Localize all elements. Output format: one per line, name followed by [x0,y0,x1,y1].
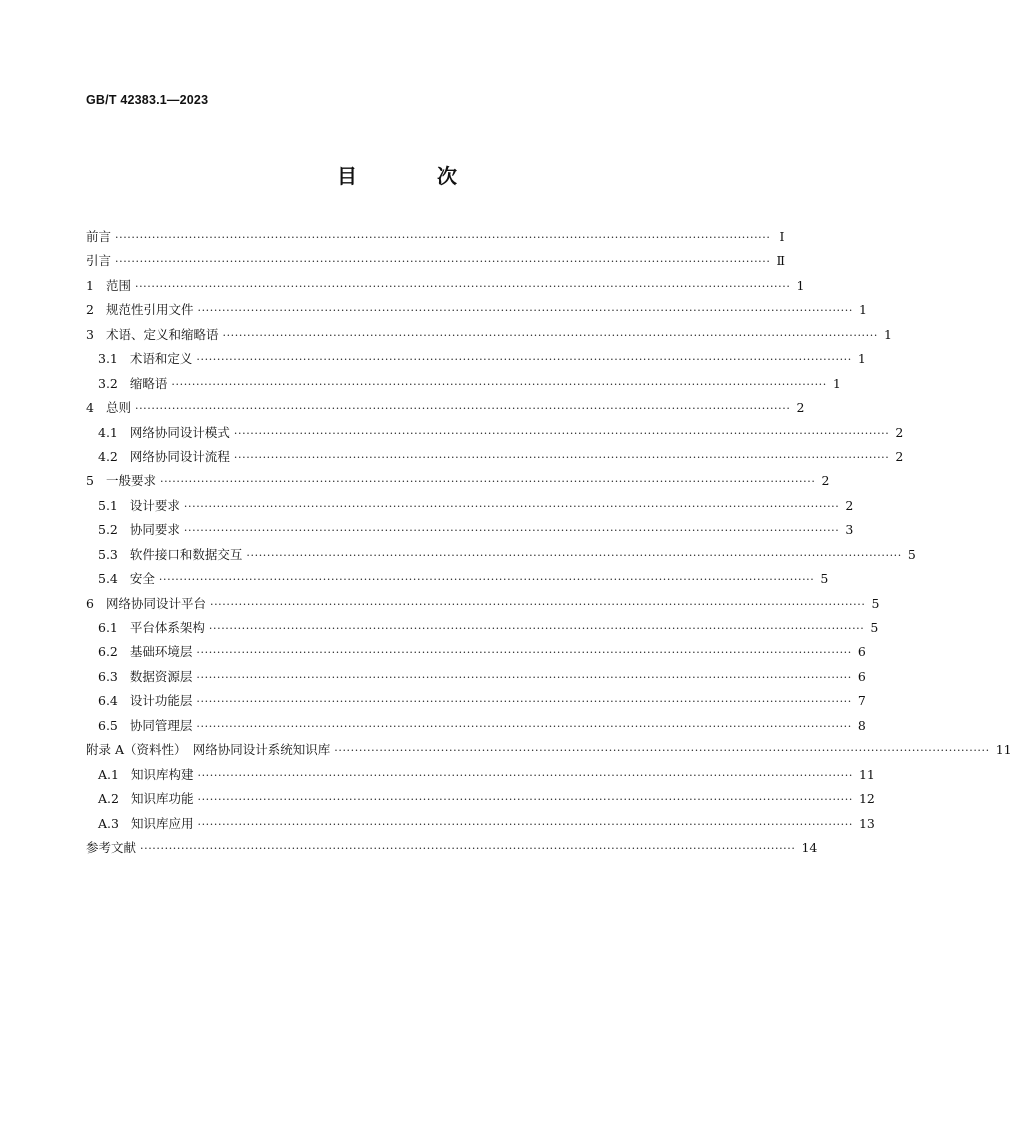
toc-leader-dots: ································································································································································ [196,695,852,709]
toc-entry-number: 6.4 [98,693,118,709]
toc-leader-dots: ································································································································································ [197,768,853,782]
toc-entry[interactable] [86,274,805,298]
toc-entry-number: 5.3 [98,546,118,562]
toc-entry-number: 5.4 [98,571,118,587]
toc-entry-text: 总则 [105,400,131,416]
toc-entry-label [98,347,196,371]
table-of-contents [86,225,1012,860]
toc-entry-text: 网络协同设计模式 [129,424,230,440]
toc-entry-text: 知识库构建 [130,766,194,782]
toc-entry-page: 5 [820,571,829,587]
toc-entry-number: A.3 [98,815,119,831]
toc-entry-number: 3.1 [98,351,118,367]
toc-entry-number: 3 [86,326,94,342]
toc-entry-number: A.1 [98,766,119,782]
toc-entry-number: 4.1 [98,424,118,440]
toc-leader-dots: ································································································································································ [197,793,853,807]
toc-entry-text: 参考文献 [86,839,137,855]
toc-leader-dots: ································································································································································ [196,353,852,367]
toc-entry-number: 6.1 [98,620,118,635]
toc-leader-dots: ································································································································································ [196,646,852,660]
toc-entry-label [86,225,115,249]
toc-entry-text: 一般要求 [105,473,156,489]
toc-entry[interactable] [86,347,866,371]
toc-entry[interactable] [86,640,866,664]
standard-code: GB/T 42383.1—2023 [86,93,209,107]
toc-entry-page: 8 [857,717,866,733]
toc-entry-text: 平台体系架构 [129,620,205,635]
toc-entry-page: 14 [801,839,818,855]
toc-leader-dots: ································································································································································ [197,304,853,318]
toc-entry-number: 5 [86,473,94,489]
toc-entry-page: 2 [796,400,805,416]
toc-entry[interactable] [86,738,1012,762]
toc-leader-dots: ································································································································································ [183,499,840,513]
toc-entry-text: 数据资源层 [129,668,193,684]
toc-entry-label [86,592,210,616]
toc-entry-page: 2 [895,448,904,464]
toc-entry-label [98,763,197,787]
toc-entry-page: 3 [845,522,854,538]
toc-entry-page: 5 [907,546,916,562]
toc-entry[interactable] [86,689,866,713]
toc-entry[interactable] [86,469,830,493]
toc-entry[interactable] [86,787,875,811]
toc-entry-text: 软件接口和数据交互 [129,546,243,562]
toc-entry-page: 1 [796,277,805,293]
toc-leader-dots: ································································································································································ [171,377,827,391]
toc-leader-dots: ································································································································································ [134,279,791,293]
toc-leader-dots: ································································································································································ [115,255,771,269]
toc-entry-text: 协同管理层 [129,717,193,733]
toc-entry-text: 协同要求 [129,522,180,538]
toc-entry[interactable] [86,396,805,420]
toc-entry-number: 3.2 [98,375,118,391]
toc-entry-label [86,274,135,298]
toc-leader-dots: ································································································································································ [222,328,878,342]
toc-entry-text: 引言 [86,253,112,269]
toc-entry-label [98,812,197,836]
toc-entry-number: 5.1 [98,497,118,513]
toc-entry-page: 6 [857,644,866,660]
toc-entry-page: 1 [883,326,892,342]
toc-entry-text: 知识库应用 [130,815,194,831]
toc-entry-label [86,249,115,273]
toc-entry-page: 2 [845,497,854,513]
toc-entry[interactable] [86,518,854,542]
toc-entry-page: 5 [871,595,880,611]
toc-entry[interactable] [86,323,892,347]
toc-entry-number: 6 [86,595,94,611]
toc-entry-text: 网络协同设计平台 [105,595,206,611]
toc-leader-dots: ································································································································································ [196,670,852,684]
toc-entry[interactable] [86,543,916,567]
toc-entry-page: 2 [821,473,830,489]
toc-leader-dots: ································································································································································ [233,450,890,464]
toc-entry[interactable] [86,567,829,591]
toc-entry-text: 前言 [86,229,112,244]
toc-entry-text: 附录 A（资料性） 网络协同设计系统知识库 [86,742,331,758]
toc-leader-dots: ································································································································································ [196,719,852,733]
toc-entry-number: 6.2 [98,644,118,660]
toc-entry[interactable] [86,763,875,787]
toc-entry-text: 安全 [129,571,155,587]
toc-entry-text: 规范性引用文件 [105,302,194,318]
toc-entry-text: 设计要求 [129,497,180,513]
toc-entry-text: 术语和定义 [129,351,193,367]
toc-entry[interactable] [86,665,866,689]
toc-entry-number: 6.5 [98,717,118,733]
toc-entry-text: 缩略语 [129,375,168,391]
toc-entry-label [98,372,171,396]
toc-entry-label [98,714,196,738]
toc-entry-label [98,518,184,542]
toc-leader-dots: ································································································································································ [159,475,816,489]
toc-entry-label [98,616,209,640]
toc-entry[interactable] [86,372,841,396]
toc-entry-label [98,665,196,689]
toc-entry-page: 6 [857,668,866,684]
toc-entry-label [86,469,160,493]
toc-leader-dots: ································································································································································ [134,402,791,416]
toc-leader-dots: ································································································································································ [208,622,865,635]
toc-entry-page: 11 [858,766,875,782]
toc-leader-dots: ································································································································································ [158,573,815,587]
toc-leader-dots: ································································································································································ [140,841,796,855]
toc-entry[interactable] [86,592,880,616]
toc-entry-label [98,689,196,713]
toc-entry-number: 1 [86,277,94,293]
toc-entry-text: 术语、定义和缩略语 [105,326,219,342]
toc-entry-label [86,738,334,762]
toc-entry-text: 网络协同设计流程 [129,448,230,464]
toc-entry-label [98,445,234,469]
toc-entry-page: 12 [858,791,875,807]
toc-entry-number: A.2 [98,791,119,807]
toc-entry-label [86,396,135,420]
toc-entry[interactable] [86,225,785,249]
toc-entry[interactable] [86,812,875,836]
toc-entry-label [98,640,196,664]
toc-entry[interactable] [86,421,904,445]
toc-entry-page: 1 [858,302,867,318]
toc-entry-number: 6.3 [98,668,118,684]
toc-entry[interactable] [86,836,818,860]
toc-entry-text: 范围 [105,277,131,293]
toc-entry-page: 11 [995,742,1012,758]
toc-entry-label [98,543,246,567]
toc-entry-page: Ⅰ [779,229,785,244]
toc-entry-text: 基础环境层 [129,644,193,660]
toc-leader-dots: ································································································································································ [246,548,902,562]
toc-entry-label [98,787,197,811]
toc-entry-page: 2 [895,424,904,440]
toc-entry-text: 设计功能层 [129,693,193,709]
toc-entry[interactable] [86,249,785,273]
toc-entry-label [86,836,140,860]
toc-leader-dots: ································································································································································ [183,524,840,538]
toc-entry-page: 1 [857,351,866,367]
toc-entry-label [98,421,234,445]
toc-entry[interactable] [86,714,866,738]
toc-entry-label [98,567,159,591]
toc-entry-page: 7 [857,693,866,709]
toc-entry-page: 1 [832,375,841,391]
toc-leader-dots: ································································································································································ [209,597,866,611]
toc-entry-label [98,494,184,518]
toc-entry[interactable] [86,298,867,322]
toc-entry[interactable] [86,445,904,469]
toc-entry-text: 知识库功能 [130,791,194,807]
toc-entry[interactable] [86,494,854,518]
toc-entry-page: Ⅱ [776,253,785,269]
toc-entry-number: 2 [86,302,94,318]
toc-leader-dots: ································································································································································ [334,744,990,758]
toc-entry-page: 5 [870,620,879,635]
toc-leader-dots: ································································································································································ [115,231,771,244]
toc-entry-number: 4.2 [98,448,118,464]
toc-entry-page: 13 [858,815,875,831]
toc-entry-number: 5.2 [98,522,118,538]
toc-leader-dots: ································································································································································ [197,817,853,831]
toc-entry[interactable] [86,616,879,640]
toc-entry-label [86,298,197,322]
toc-leader-dots: ································································································································································ [233,426,890,440]
page-title: 目 次 [337,164,487,188]
toc-entry-number: 4 [86,400,94,416]
toc-entry-label [86,323,222,347]
